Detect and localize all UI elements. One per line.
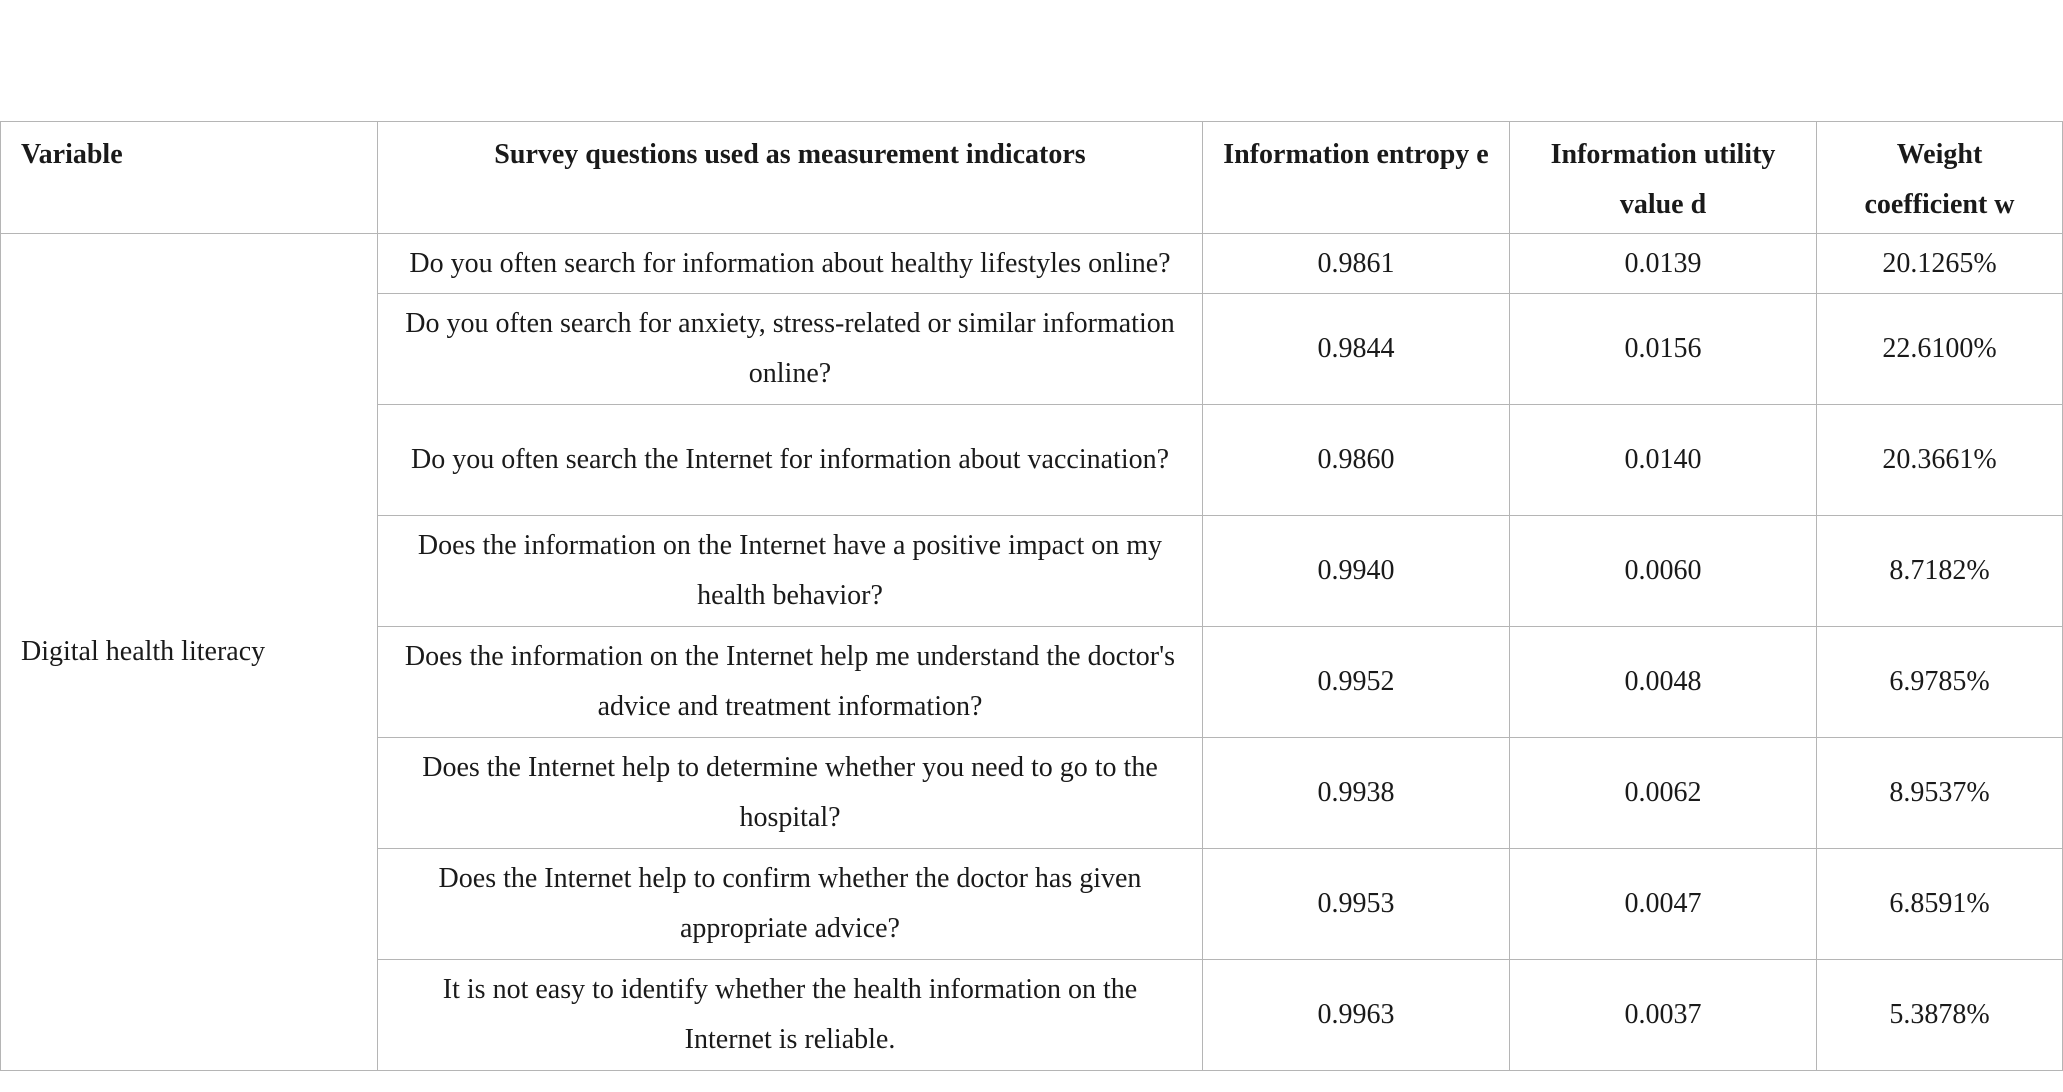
question-cell: Does the Internet help to confirm whether the doctor has given appropriate advice?	[378, 849, 1203, 960]
entropy-cell: 0.9938	[1203, 738, 1510, 849]
utility-cell: 0.0060	[1510, 516, 1817, 627]
question-cell: Do you often search the Internet for information about vaccination?	[378, 405, 1203, 516]
entropy-cell: 0.9844	[1203, 294, 1510, 405]
question-cell: Do you often search for information about healthy lifestyles online?	[378, 234, 1203, 294]
utility-cell: 0.0139	[1510, 234, 1817, 294]
weight-cell: 5.3878%	[1817, 960, 2063, 1071]
header-weight: Weight coefficient w	[1817, 122, 2063, 234]
data-table	[0, 121, 2063, 1071]
question-cell: It is not easy to identify whether the health information on the Internet is reliable.	[378, 960, 1203, 1071]
entropy-cell: 0.9860	[1203, 405, 1510, 516]
entropy-cell: 0.9952	[1203, 627, 1510, 738]
weight-cell: 8.7182%	[1817, 516, 2063, 627]
header-entropy: Information entropy e	[1203, 122, 1510, 234]
entropy-cell: 0.9963	[1203, 960, 1510, 1071]
weight-cell: 6.8591%	[1817, 849, 2063, 960]
question-cell: Do you often search for anxiety, stress-related or similar information online?	[378, 294, 1203, 405]
utility-cell: 0.0037	[1510, 960, 1817, 1071]
utility-cell: 0.0156	[1510, 294, 1817, 405]
header-row	[1, 122, 2063, 234]
header-utility: Information utility value d	[1510, 122, 1817, 234]
utility-cell: 0.0048	[1510, 627, 1817, 738]
utility-cell: 0.0062	[1510, 738, 1817, 849]
header-variable: Variable	[1, 122, 378, 234]
entropy-cell: 0.9953	[1203, 849, 1510, 960]
weight-cell: 8.9537%	[1817, 738, 2063, 849]
header-questions: Survey questions used as measurement indicators	[378, 122, 1203, 234]
weight-cell: 22.6100%	[1817, 294, 2063, 405]
variable-cell: Digital health literacy	[1, 234, 378, 1071]
question-cell: Does the information on the Internet help me understand the doctor's advice and treatment information?	[378, 627, 1203, 738]
utility-cell: 0.0047	[1510, 849, 1817, 960]
question-cell: Does the Internet help to determine whether you need to go to the hospital?	[378, 738, 1203, 849]
weight-cell: 6.9785%	[1817, 627, 2063, 738]
weight-cell: 20.3661%	[1817, 405, 2063, 516]
weight-cell: 20.1265%	[1817, 234, 2063, 294]
table-row	[1, 234, 2063, 294]
entropy-cell: 0.9861	[1203, 234, 1510, 294]
question-cell: Does the information on the Internet have a positive impact on my health behavior?	[378, 516, 1203, 627]
utility-cell: 0.0140	[1510, 405, 1817, 516]
entropy-cell: 0.9940	[1203, 516, 1510, 627]
